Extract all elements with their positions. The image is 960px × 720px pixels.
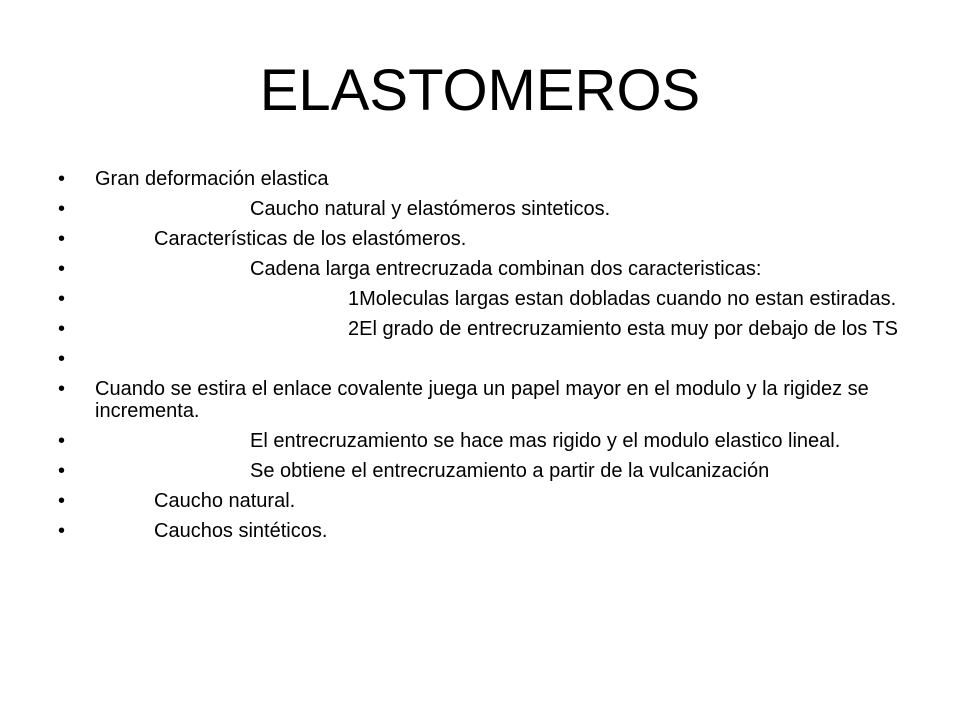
bullet-dot: • (58, 168, 66, 190)
list-item (58, 490, 918, 512)
list-item (58, 378, 918, 422)
list-item (58, 430, 918, 452)
list-item (58, 198, 918, 220)
list-item (58, 318, 918, 340)
list-item-text: Se obtiene el entrecruzamiento a partir de la vulcanización (250, 460, 770, 482)
bullet-dot: • (58, 198, 66, 220)
bullet-dot: • (58, 490, 66, 512)
bullet-dot: • (58, 378, 66, 400)
bullet-dot: • (58, 430, 66, 452)
list-item-text: 2El grado de entrecruzamiento esta muy por debajo de los TS (348, 318, 898, 340)
bullet-dot: • (58, 318, 66, 340)
list-item-text: Cauchos sintéticos. (154, 520, 328, 542)
list-item (58, 288, 918, 310)
list-item-text: Cadena larga entrecruzada combinan dos caracteristicas: (250, 258, 762, 280)
list-item-text: Características de los elastómeros. (154, 228, 467, 250)
list-item-text: Caucho natural. (154, 490, 296, 512)
list-item (58, 258, 918, 280)
list-item-text: 1Moleculas largas estan dobladas cuando no estan estiradas. (348, 288, 897, 310)
list-item (58, 228, 918, 250)
bullet-dot: • (58, 258, 66, 280)
list-item (58, 348, 918, 370)
list-item-text: Cuando se estira el enlace covalente juega un papel mayor en el modulo y la rigidez se incrementa. (95, 378, 869, 422)
bullet-dot: • (58, 520, 66, 542)
list-item (58, 168, 918, 190)
bullet-dot: • (58, 228, 66, 250)
slide-title: ELASTOMEROS (259, 58, 701, 123)
list-item-text (95, 348, 918, 370)
list-item (58, 460, 918, 482)
bullet-list (58, 168, 918, 542)
list-item-text: El entrecruzamiento se hace mas rigido y el modulo elastico lineal. (250, 430, 841, 452)
list-item-text: Caucho natural y elastómeros sinteticos. (250, 198, 611, 220)
bullet-dot: • (58, 348, 66, 370)
bullet-dot: • (58, 288, 66, 310)
list-item-text: Gran deformación elastica (95, 168, 329, 190)
bullet-dot: • (58, 460, 66, 482)
list-item (58, 520, 918, 542)
